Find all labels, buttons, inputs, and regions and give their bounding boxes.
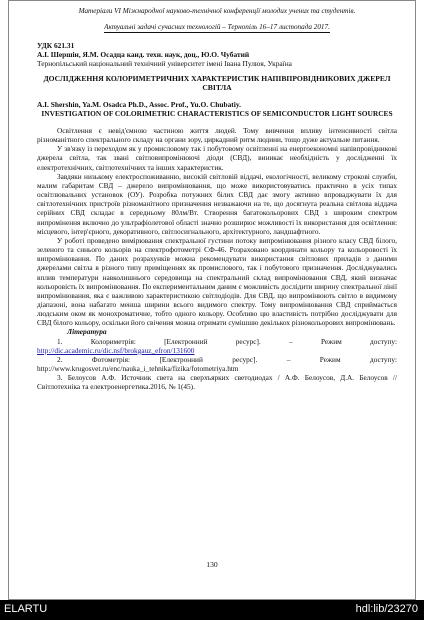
reference-text: Колориметрія: [Електронний ресурс]. – Режим доступу:: [90, 336, 397, 346]
repository-footer: [0, 600, 424, 620]
reference-text: Фотометрія: [Електронний ресурс]. – Режим доступу:: [91, 354, 397, 364]
reference-text: Белоусов А.Ф. Источник света на сверхъярких светодиодах / А.Ф. Белоусов, Д.А. Белоусов // Світлотехніка та електроенергетика.2016, № 1(45).: [37, 373, 397, 392]
footer-handle: hdl:lib/23270: [355, 603, 418, 615]
footer-left-label: ELARTU: [4, 603, 48, 615]
body-text: [37, 126, 397, 327]
paragraph-3: Завдяки низькому електроспоживанню, високій світловій віддачі, екологічності, великому строкові служби, малим габаритам СВД – джерело випромінювання, що може використовуватись практично в усіх типах освітлювальних установок (ОУ). Розробка потужних білих СВД дає змогу активно впроваджувати їх для світлотехнічних пристроїв різноманітного призначення незважаючи на те, що досягнута реальна світлова віддача серійних СВД складає в середньому 80лм/Вт. Створення багатокольорових СВД з широким спектром випромінення включно до ультрафіолетової області значно розширює можливості їх використання для освітлення: місцевого, інтер'єрного, декоративного, світлосигнального, архітектурного, ландшафтного.: [37, 171, 397, 236]
title-en: INVESTIGATION OF COLORIMETRIC CHARACTERISTICS OF SEMICONDUCTOR LIGHT SOURCES: [41, 109, 393, 118]
paragraph-4: У роботі проведено вимірювання спектральної густини потоку випромінювання різного класу СВД білого, зеленого та синього кольорів на спектрофотометрі СФ-46. Розраховано координати кольору та кольоровості їх випромінювання. По даних розрахунків можна рекомендувати використання світлових приладів з даними джерелами світла в різного типу приміщеннях як промислового, так і побутового призначення. Досліджувались вплив температури навколишнього середовища на спектральний склад випромінювання СВД, який визначає кольоровість їх випромінювання. По експериментальним даним є можливість дослідити ширину спектральної лінії випромінювання, яка є важливою характеристикою світлодіодів. Для СВД, що випромінюють світло в видимому діапазоні, вона набагато менша ширини всього видимого спектру. Тому випромінювання СВД сприймається людським оком як монохроматичне, тобто одного кольору. Особливо цю властивість потрібно досліджувати для СВД білого кольору, оскільки його свічення можна отримати сумішшю декількох різнокольорових випромінювань.: [37, 235, 397, 328]
paragraph-1: Освітлення є невід'ємною частиною життя людей. Тому вивчення впливу інтенсивності світла різноманітного спектрального складу на органи зору, циркадний ритм людини, тощо дуже актуальне питання.: [37, 126, 397, 145]
title-ua: ДОСЛІДЖЕННЯ КОЛОРИМЕТРИЧНИХ ХАРАКТЕРИСТИК НАПІВПРОВІДНИКОВИХ ДЖЕРЕЛ СВІТЛА: [43, 74, 391, 92]
header-line-2: Актуальні задачі сучасних технологій – Тернопіль 16–17 листопада 2017.: [104, 23, 330, 31]
reference-number: 3.: [57, 373, 63, 383]
reference-number: 2.: [57, 354, 63, 364]
page-content: [37, 7, 397, 392]
reference-number: 1.: [57, 336, 63, 346]
reference-2: [37, 355, 397, 373]
paragraph-2: У зв'язку із переходом як у промисловому так і побутовому освітленні на енергоекономні напівпровідникові джерела світла, так звані світловипромінюючі діоди (СВД), виникає необхідність у дослідженні їх електротехнічних, світлотехнічних та інших характеристик.: [37, 144, 397, 172]
udc-code: УДК 621.31: [37, 41, 75, 50]
reference-link[interactable]: http://dic.academic.ru/dic.nsf/brokgauz_efron/131600: [37, 345, 195, 355]
reference-1: [37, 337, 397, 355]
authors-ua: А.І. Шершін, Я.М. Осадца канд. техн. наук, доц., Ю.О. Чубатий: [37, 50, 250, 59]
affiliation: Тернопільський національний технічний університет імені Івана Пулюя, Україна: [37, 59, 292, 68]
running-header: [37, 7, 397, 34]
authors-en: A.I. Shershin, Ya.M. Osadca Ph.D., Assoc. Prof., Yu.O. Chubatiy.: [37, 100, 241, 109]
reference-3: [37, 373, 397, 391]
reference-url: http://www.krugosvet.ru/enc/nauka_i_tehnika/fizika/fotometriya.htm: [37, 364, 239, 374]
page-number: 130: [206, 560, 218, 569]
document-page: [8, 0, 416, 600]
references-list: [37, 337, 397, 392]
references-heading: Література: [67, 327, 107, 337]
header-line-1: Матеріали VI Міжнародної науково-технічної конференції молодих учених та студентів.: [78, 7, 356, 15]
